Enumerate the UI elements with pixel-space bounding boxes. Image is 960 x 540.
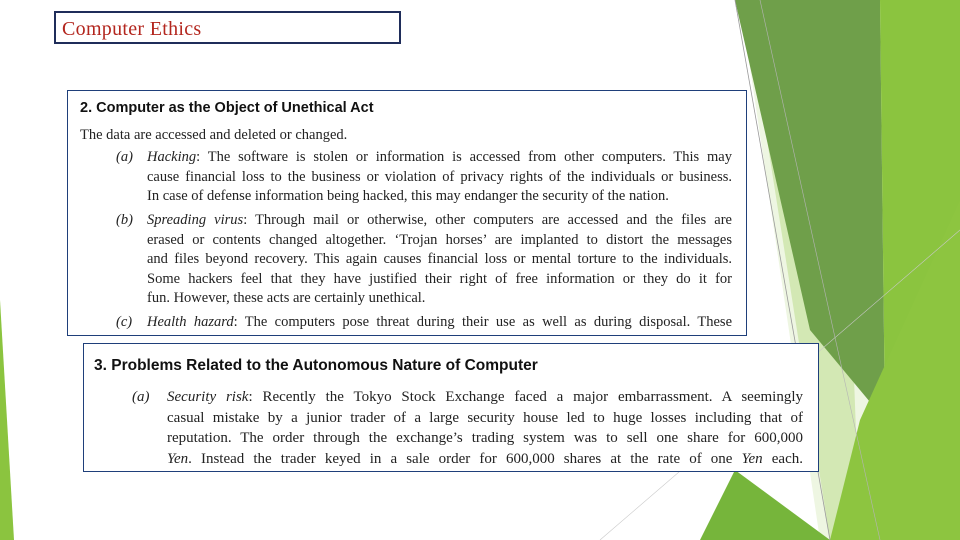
item-term: Yen (167, 450, 189, 467)
section-3-heading: 3. Problems Related to the Autonomous Nature of Computer (94, 357, 538, 374)
item-line: : Through mail or otherwise, other computers are accessed and the files are (243, 212, 732, 228)
item-marker: (a) (132, 389, 150, 405)
item-line: In case of defense information being hacked, this may endanger the security of the nation. (147, 188, 669, 204)
item-text (167, 387, 803, 469)
item-term: Security risk (167, 389, 249, 405)
item-line: and files beyond recovery. This again causes financial loss or mental torture to the individuals. (147, 251, 732, 267)
item-line: : The software is stolen or information is accessed from other computers. This may (196, 149, 732, 165)
slide-title: Computer Ethics (62, 18, 202, 40)
section-2-intro: The data are accessed and deleted or changed. (80, 127, 348, 143)
section-2-heading: 2. Computer as the Object of Unethical Act (80, 100, 374, 116)
item-line: reputation. The order through the exchange’s trading system was to sell one share for 600,000 (167, 430, 803, 446)
facet-left-sliver (0, 300, 14, 540)
item-marker: (a) (116, 149, 133, 165)
item-line: erased or contents changed altogether. ‘Trojan horses’ are implanted to distort the messages (147, 231, 732, 248)
item-line: casual mistake by a junior trader of a large security house led to huge losses including that of (167, 409, 803, 426)
item-line: : Recently the Tokyo Stock Exchange faced a major embarrassment. A seemingly (248, 389, 803, 405)
item-line: . Instead the trader keyed in a sale order for 600,000 shares at the rate of one (188, 450, 742, 467)
title-box (54, 11, 401, 44)
item-text (147, 313, 732, 333)
item-marker: (c) (116, 314, 133, 330)
section-2-excerpt (67, 90, 747, 336)
item-line: each. (762, 450, 803, 467)
item-line: fun. However, these acts are certainly unethical. (147, 290, 426, 306)
section-3-excerpt (83, 343, 819, 472)
item-text (147, 148, 732, 207)
item-term: Health hazard (147, 314, 234, 330)
facet-bottom (700, 470, 830, 540)
item-line: cause financial loss to the business or violation of privacy rights of the individuals or business. (147, 168, 732, 185)
item-term: Hacking (147, 149, 197, 165)
item-term: Spreading virus (147, 212, 244, 228)
item-line: : The computers pose threat during their use as well as during disposal. These (233, 314, 732, 330)
item-marker: (b) (116, 212, 133, 228)
item-line: Some hackers feel that they have justified their right of free information or they do it for (147, 270, 732, 287)
item-text (147, 211, 732, 309)
item-term: Yen (741, 450, 763, 467)
